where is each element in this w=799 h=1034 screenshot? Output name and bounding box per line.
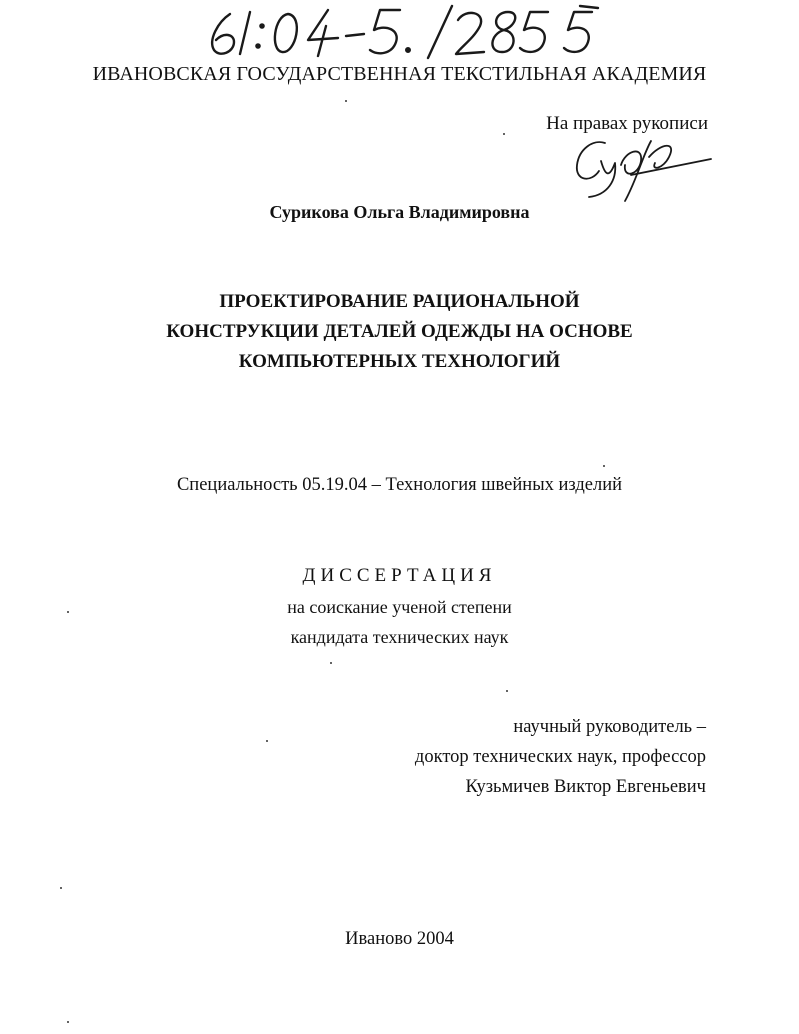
scan-speck xyxy=(503,133,505,135)
scan-speck xyxy=(345,100,347,102)
scan-speck xyxy=(506,690,508,692)
specialty-line: Специальность 05.19.04 – Технология швейных изделий xyxy=(176,475,623,495)
scan-speck xyxy=(67,611,69,613)
supervisor-name: Кузьмичев Виктор Евгеньевич xyxy=(465,777,706,797)
manuscript-rights-note: На правах рукописи xyxy=(546,113,708,134)
city-year: Иваново 2004 xyxy=(345,929,454,949)
document-type-heading: ДИССЕРТАЦИЯ xyxy=(302,565,497,586)
thesis-title-line-2: КОНСТРУКЦИИ ДЕТАЛЕЙ ОДЕЖДЫ НА ОСНОВЕ xyxy=(166,321,633,342)
degree-line-2: кандидата технических наук xyxy=(290,627,509,647)
thesis-title-line-3: КОМПЬЮТЕРНЫХ ТЕХНОЛОГИЙ xyxy=(238,351,561,372)
signature xyxy=(565,135,715,205)
supervisor-degree: доктор технических наук, профессор xyxy=(414,747,706,767)
supervisor-role: научный руководитель – xyxy=(513,717,706,737)
thesis-title-line-1: ПРОЕКТИРОВАНИЕ РАЦИОНАЛЬНОЙ xyxy=(219,291,580,312)
handwritten-archive-code xyxy=(200,2,600,60)
scan-speck xyxy=(330,662,332,664)
scan-speck xyxy=(603,465,605,467)
organization-name: ИВАНОВСКАЯ ГОСУДАРСТВЕННАЯ ТЕКСТИЛЬНАЯ АКАДЕМИЯ xyxy=(92,63,707,85)
scan-speck xyxy=(266,740,268,742)
scan-speck xyxy=(60,887,62,889)
scan-speck xyxy=(67,1021,69,1023)
degree-line-1: на соискание ученой степени xyxy=(287,597,512,617)
author-name: Сурикова Ольга Владимировна xyxy=(269,202,530,222)
